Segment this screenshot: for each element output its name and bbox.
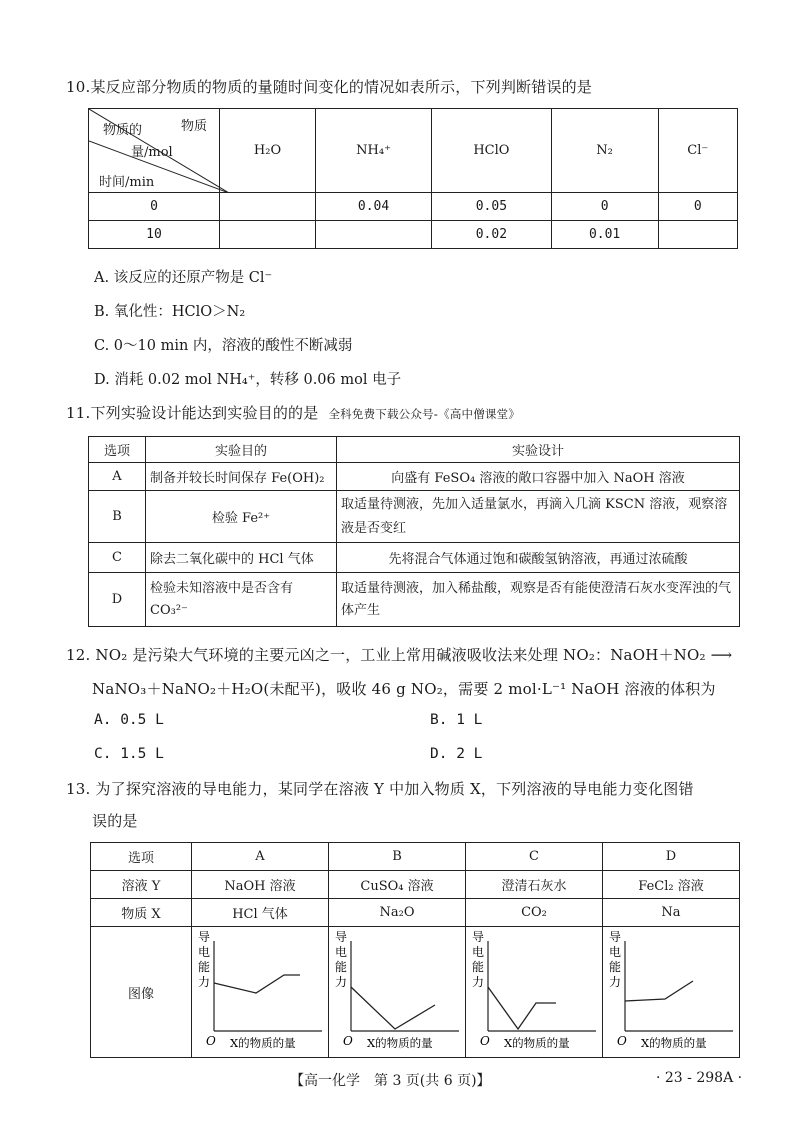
q11-design: 先将混合气体通过饱和碳酸氢钠溶液，再通过浓硫酸	[337, 543, 740, 573]
watermark-note: 全科免费下载公众号-《高中僧课堂》	[328, 407, 521, 421]
q10-header: N₂	[551, 109, 658, 193]
q10-header: H₂O	[220, 109, 316, 193]
q10-cell: 0.05	[432, 193, 552, 221]
q10-option-b: B. 氧化性：HClO＞N₂	[94, 304, 246, 320]
table-row	[89, 573, 740, 627]
origin-label: O	[617, 1034, 627, 1048]
q13-row-label: 选项	[91, 843, 192, 871]
corner-mid1: 物质的	[103, 123, 143, 138]
ylabel-char: 能	[472, 960, 485, 974]
ylabel-char: 力	[198, 975, 211, 989]
q11-purpose: 检验 Fe²⁺	[146, 491, 337, 543]
graph-cell-b	[329, 927, 466, 1058]
ylabel-char: 能	[335, 960, 348, 974]
q13-substance: Na	[603, 899, 740, 927]
q10-cell: 0.01	[551, 221, 658, 249]
q12-line1: 12. NO₂ 是污染大气环境的主要元凶之一，工业上常用碱液吸收法来处理 NO₂：NaOH＋NO₂ ⟶	[66, 646, 733, 664]
xlabel: X的物质的量	[230, 1036, 296, 1050]
q13-solution: CuSO₄ 溶液	[329, 871, 466, 899]
ylabel-char: 力	[472, 975, 485, 989]
q11-design: 取适量待测液，先加入适量氯水，再滴入几滴 KSCN 溶液，观察溶液是否变红	[337, 491, 740, 543]
q11-design: 向盛有 FeSO₄ 溶液的敞口容器中加入 NaOH 溶液	[337, 463, 740, 491]
q12-option-c: C. 1.5 L	[94, 746, 164, 762]
q13-solution: NaOH 溶液	[192, 871, 329, 899]
ylabel-char: 电	[609, 945, 622, 959]
q13-substance: CO₂	[466, 899, 603, 927]
q10-option-c: C. 0～10 min 内，溶液的酸性不断减弱	[94, 338, 353, 354]
corner-mid2: 量/mol	[131, 145, 173, 160]
q13-opt: C	[466, 843, 603, 871]
q10-cell	[220, 221, 316, 249]
ylabel-char: 电	[198, 945, 211, 959]
curve-d	[625, 981, 693, 1001]
table-row	[89, 221, 738, 249]
q11-purpose: 检验未知溶液中是否含有 CO₃²⁻	[146, 573, 337, 627]
q11-header: 实验设计	[337, 437, 740, 463]
graph-a	[192, 927, 328, 1053]
q11-opt: C	[89, 543, 146, 573]
table-row	[89, 463, 740, 491]
q10-time: 0	[89, 193, 220, 221]
q10-time: 10	[89, 221, 220, 249]
q10-table	[88, 108, 738, 249]
q11-table	[88, 436, 740, 627]
q10-option-a: A. 该反应的还原产物是 Cl⁻	[94, 270, 273, 286]
xlabel: X的物质的量	[504, 1036, 570, 1050]
table-row	[89, 491, 740, 543]
xlabel: X的物质的量	[641, 1036, 707, 1050]
q12-option-d: D. 2 L	[430, 746, 483, 762]
exam-code: · 23 - 298A ·	[656, 1070, 743, 1086]
q10-cell: 0.02	[432, 221, 552, 249]
q13-row-label: 图像	[91, 927, 192, 1058]
ylabel-char: 电	[472, 945, 485, 959]
ylabel-char: 能	[198, 960, 211, 974]
ylabel-char: 导	[335, 930, 348, 944]
q10-header: Cl⁻	[658, 109, 737, 193]
q10-cell: 0	[658, 193, 737, 221]
q10-cell	[220, 193, 316, 221]
q10-cell: 0	[551, 193, 658, 221]
curve-a	[214, 975, 300, 993]
q13-row-label: 物质 X	[91, 899, 192, 927]
q13-opt: D	[603, 843, 740, 871]
q12-option-b: B. 1 L	[430, 712, 483, 728]
q10-corner-cell	[89, 109, 220, 193]
curve-b	[351, 987, 435, 1029]
q13-substance: HCl 气体	[192, 899, 329, 927]
origin-label: O	[343, 1034, 353, 1048]
q10-option-d: D. 消耗 0.02 mol NH₄⁺，转移 0.06 mol 电子	[94, 372, 402, 388]
q10-header: NH₄⁺	[316, 109, 432, 193]
q11-stem: 11.下列实验设计能达到实验目的的是	[66, 404, 319, 422]
graph-c	[466, 927, 602, 1053]
ylabel-char: 导	[472, 930, 485, 944]
q11-opt: D	[89, 573, 146, 627]
graph-cell-c	[466, 927, 603, 1058]
q13-row-label: 溶液 Y	[91, 871, 192, 899]
q10-header: HClO	[432, 109, 552, 193]
q11-purpose: 除去二氧化碳中的 HCl 气体	[146, 543, 337, 573]
ylabel-char: 力	[609, 975, 622, 989]
q13-substance: Na₂O	[329, 899, 466, 927]
table-row	[89, 193, 738, 221]
q13-solution: 澄清石灰水	[466, 871, 603, 899]
graph-b	[329, 927, 465, 1053]
graph-d	[603, 927, 739, 1053]
ylabel-char: 力	[335, 975, 348, 989]
ylabel-char: 导	[609, 930, 622, 944]
origin-label: O	[480, 1034, 490, 1048]
q13-solution: FeCl₂ 溶液	[603, 871, 740, 899]
q10-cell: 0.04	[316, 193, 432, 221]
ylabel-char: 能	[609, 960, 622, 974]
q12-option-a: A. 0.5 L	[94, 712, 164, 728]
ylabel-char: 导	[198, 930, 211, 944]
corner-bottom: 时间/min	[99, 175, 155, 190]
corner-top: 物质	[180, 119, 207, 134]
q11-header: 选项	[89, 437, 146, 463]
ylabel-char: 电	[335, 945, 348, 959]
q11-design: 取适量待测液，加入稀盐酸，观察是否有能使澄清石灰水变浑浊的气体产生	[337, 573, 740, 627]
graph-cell-a	[192, 927, 329, 1058]
q13-opt: B	[329, 843, 466, 871]
table-row	[89, 543, 740, 573]
graph-cell-d	[603, 927, 740, 1058]
q13-table	[90, 842, 740, 1058]
page-footer: 【高一化学 第 3 页(共 6 页)】	[290, 1073, 491, 1089]
q10-cell	[316, 221, 432, 249]
q11-stem-line	[66, 402, 520, 423]
curve-c	[488, 987, 556, 1029]
q10-cell	[658, 221, 737, 249]
q13-line2: 误的是	[92, 812, 138, 830]
xlabel: X的物质的量	[367, 1036, 433, 1050]
q11-header: 实验目的	[146, 437, 337, 463]
q13-opt: A	[192, 843, 329, 871]
origin-label: O	[206, 1034, 216, 1048]
q13-line1: 13. 为了探究溶液的导电能力，某同学在溶液 Y 中加入物质 X，下列溶液的导电能力变化图错	[66, 780, 694, 798]
q11-purpose: 制备并较长时间保存 Fe(OH)₂	[146, 463, 337, 491]
q11-opt: B	[89, 491, 146, 543]
q11-opt: A	[89, 463, 146, 491]
q10-stem: 10.某反应部分物质的物质的量随时间变化的情况如表所示，下列判断错误的是	[66, 78, 593, 96]
q12-line2: NaNO₃＋NaNO₂＋H₂O(未配平)，吸收 46 g NO₂，需要 2 mol·L⁻¹ NaOH 溶液的体积为	[92, 680, 716, 698]
